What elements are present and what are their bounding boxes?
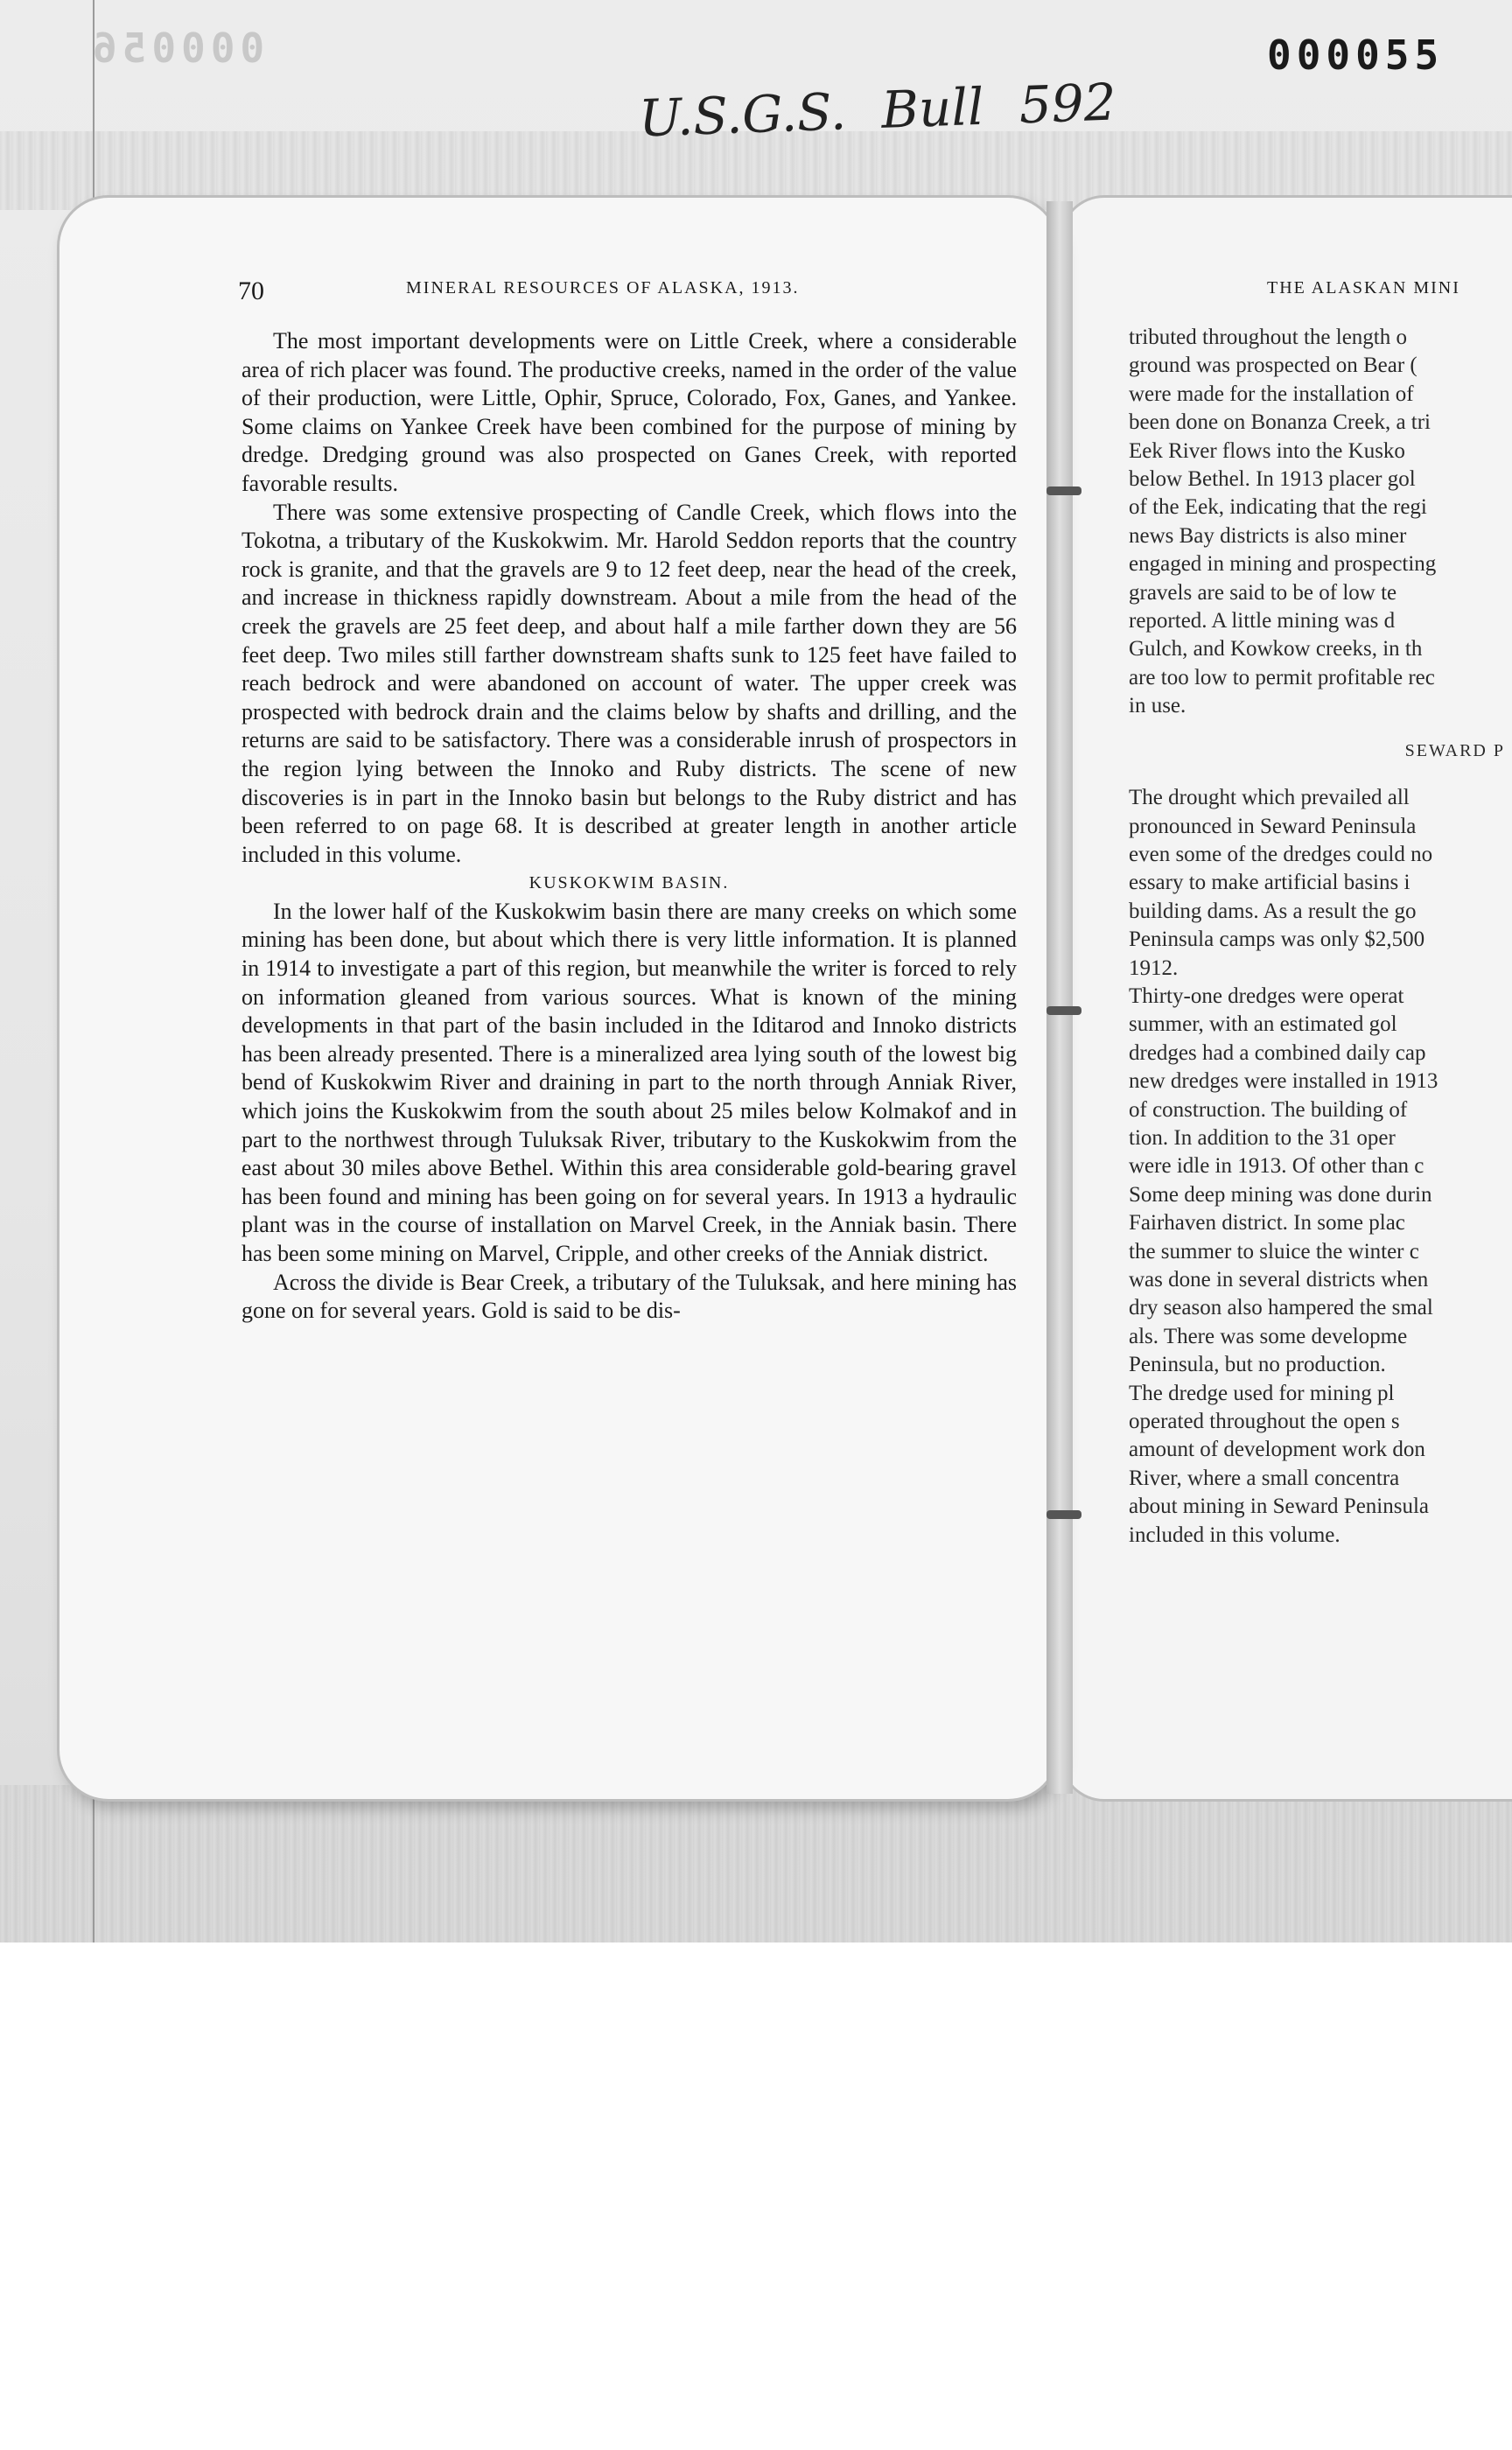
text-line: Thirty-one dredges were operat [1129, 984, 1404, 1008]
text-line: been done on Bonanza Creek, a tri [1129, 410, 1432, 435]
text-line: dredges had a combined daily cap [1129, 1040, 1426, 1065]
text-line: Peninsula camps was only $2,500 [1129, 928, 1425, 952]
right-text-block-top [1129, 324, 1505, 721]
text-line: The dredge used for mining pl [1129, 1381, 1395, 1405]
scan-noise-bottom [0, 1785, 1512, 1942]
text-line: are too low to permit profitable rec [1129, 665, 1435, 690]
text-line: pronounced in Seward Peninsula [1129, 814, 1417, 838]
gutter-mark [1046, 1510, 1082, 1519]
text-line: Some deep mining was done durin [1129, 1182, 1432, 1207]
right-page-text [1129, 324, 1505, 1592]
text-line: tributed throughout the length o [1129, 326, 1408, 349]
paragraph: Across the divide is Bear Creek, a tributary of the Tuluksak, and here mining has gone on for several years. Gold is said to be dis- [242, 1269, 1017, 1324]
text-line: engaged in mining and prospecting [1129, 552, 1437, 577]
text-line: gravels are said to be of low te [1129, 580, 1397, 605]
left-running-head: MINERAL RESOURCES OF ALASKA, 1913. [406, 278, 800, 298]
right-running-head: THE ALASKAN MINI [1267, 278, 1460, 298]
gutter-mark [1046, 486, 1082, 495]
text-line: the summer to sluice the winter c [1129, 1239, 1419, 1264]
text-line: below Bethel. In 1913 placer gol [1129, 467, 1416, 492]
text-line: Fairhaven district. In some plac [1129, 1211, 1405, 1236]
gutter-mark [1046, 1006, 1082, 1015]
right-text-block-bottom [1129, 784, 1505, 1550]
paragraph: In the lower half of the Kuskokwim basin there are many creeks on which some mining has been done, but about which there is very little information. It is planned in 1914 to investigate a part of this region, but meanwhile the writer is forced to rely on information gleaned from various sources. What is known of the mining developments in that part of the basin included in the Iditarod and Innoko districts has been already presented. There is a mineralized area lying south of the lowest big bend of Kuskokwim River and draining in part to the north through Anniak River, which joins the Kuskokwim from the south about 25 miles below Kolmakof and in part to the northwest through Tuluksak River, tributary to the Kuskokwim from the east about 30 miles above Bethel. Within this area considerable gold-bearing gravel has been found and mining has been going on for several years. In 1913 a hydraulic plant was in the course of installation on Marvel Creek, in the Anniak basin. There has been some mining on Marvel, Cripple, and other creeks of the Anniak district. [242, 898, 1017, 1266]
text-line: included in this volume. [1129, 1522, 1340, 1547]
text-line: of construction. The building of [1129, 1097, 1408, 1122]
paragraph: There was some extensive prospecting of Candle Creek, which flows into the Tokotna, a tributary of the Kuskokwim. Mr. Harold Seddon reports that the country rock is granite, and that the gravels are 9 to 12 feet deep, near the head of the creek, and increase in thickness rapidly downstream. About a mile from the head of the creek the gravels are 25 feet deep, and about half a mile farther down they are 56 feet deep. Two miles still farther downstream shafts sunk to 125 feet have failed to reach bedrock and were abandoned on account of water. The upper creek was prospected with bedrock drain and the claims below by shafts and drilling, and the returns are said to be satisfactory. There was a considerable inrush of prospectors in the region lying between the Innoko and Ruby districts. The scene of new discoveries is in part in the Innoko basin but belongs to the Ruby district and has been referred to on page 68. It is described at greater length in another article included in this volume. [242, 499, 1017, 867]
text-line: The drought which prevailed all [1129, 786, 1410, 810]
text-line: about mining in Seward Peninsula [1129, 1494, 1430, 1519]
text-line: summer, with an estimated gol [1129, 1012, 1397, 1037]
paragraph: The most important developments were on Little Creek, where a considerable area of rich placer was found. The productive creeks, named in the order of the value of their production, were Little, Ophir, Spruce, Colorado, Fox, Ganes, and Yankee. Some claims on Yankee Creek have been combined for the purpose of mining by dredge. Dredging ground was also prospected on Ganes Creek, with reported favorable results. [242, 328, 1017, 496]
text-line: in use. [1129, 694, 1186, 718]
text-line: als. There was some developme [1129, 1324, 1408, 1348]
faded-page-stamp: 000056 [88, 24, 265, 72]
text-line: Gulch, and Kowkow creeks, in th [1129, 637, 1423, 662]
handwritten-reference: U.S.G.S. Bull 592 [637, 72, 1117, 149]
text-line: were made for the installation of [1129, 382, 1414, 406]
text-line: reported. A little mining was d [1129, 609, 1396, 634]
text-line: new dredges were installed in 1913 [1129, 1069, 1438, 1094]
text-line: Eek River flows into the Kusko [1129, 438, 1405, 463]
text-line: tion. In addition to the 31 oper [1129, 1125, 1396, 1150]
text-line: were idle in 1913. Of other than c [1129, 1154, 1424, 1179]
text-line: was done in several districts when [1129, 1268, 1429, 1292]
book-gutter [1046, 201, 1073, 1794]
text-line: operated throughout the open s [1129, 1410, 1400, 1434]
text-line: dry season also hampered the smal [1129, 1296, 1433, 1320]
text-line: even some of the dredges could no [1129, 842, 1433, 866]
text-line: essary to make artificial basins i [1129, 871, 1410, 895]
page-number: 70 [238, 276, 264, 305]
text-line: of the Eek, indicating that the regi [1129, 495, 1427, 520]
page-stamp: 000055 [1267, 32, 1445, 79]
text-line: River, where a small concentra [1129, 1466, 1400, 1490]
text-line: ground was prospected on Bear ( [1129, 354, 1418, 378]
section-heading-kuskokwim: KUSKOKWIM BASIN. [528, 873, 730, 893]
text-line: news Bay districts is also miner [1129, 523, 1407, 548]
text-line: 1912. [1129, 956, 1179, 980]
text-line: building dams. As a result the go [1129, 899, 1417, 923]
left-page-text [242, 327, 1017, 1326]
section-heading-seward: SEWARD P [1404, 740, 1505, 760]
text-line: Peninsula, but no production. [1129, 1353, 1386, 1377]
text-line: amount of development work don [1129, 1438, 1425, 1462]
